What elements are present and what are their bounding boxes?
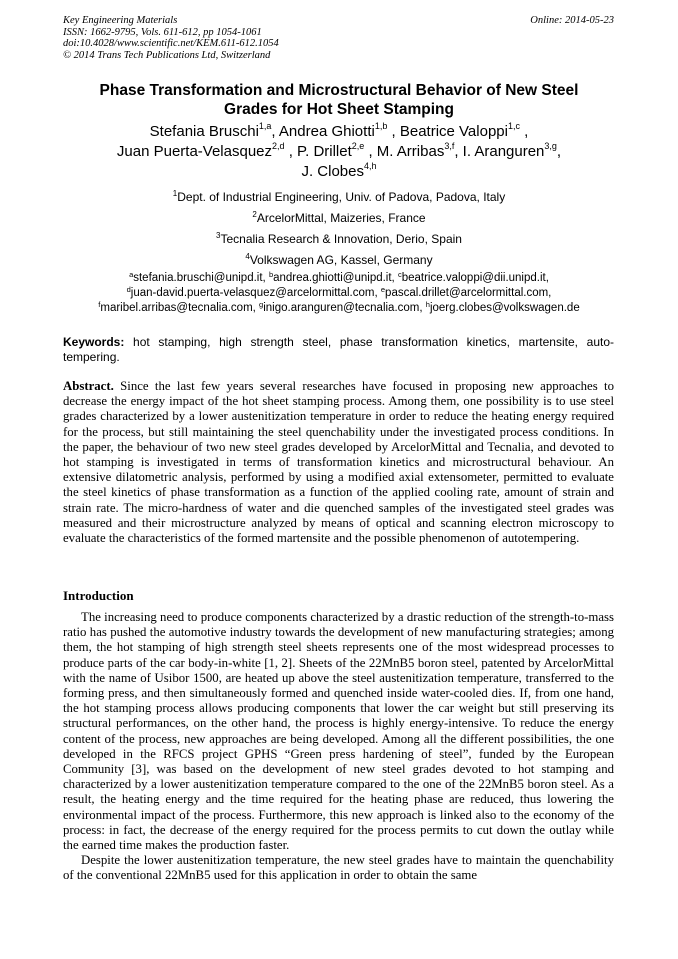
doi-line: doi:10.4028/www.scientific.net/KEM.611-612.1054 [63,38,279,49]
affiliation [60,250,618,271]
affiliation-sup: 3 [216,231,221,240]
issn-line: ISSN: 1662-9795, Vols. 611-612, pp 1054-1061 [63,26,262,38]
email-line-3 [55,301,623,316]
author-name: , I. Aranguren [454,143,545,160]
journal-name: Key Engineering Materials [63,15,178,26]
paper-title [60,81,618,119]
author-sep: , [519,123,529,140]
section-heading: Introduction [63,588,134,603]
author-sup: 2,d [272,141,285,151]
author-name: Juan Puerta-Velasquez [116,143,273,160]
keywords-label: Keywords: [63,335,125,349]
email: maribel.arribas@tecnalia.com, [100,302,256,314]
author-list [60,122,618,182]
affiliation-text: Tecnalia Research & Innovation, Derio, Spain [220,232,462,246]
author-sup: 1,c [507,121,520,131]
author-sup: 2,e [351,141,365,151]
author-sup: 3,g [544,141,557,151]
author-sup: 3,f [444,141,455,151]
email-sup: c [397,270,402,279]
title-line-2: Grades for Hot Sheet Stamping [224,101,454,118]
affiliation-sup: 1 [172,189,178,198]
email: stefania.bruschi@unipd.it, [133,272,266,284]
affiliation [60,208,618,229]
paragraph: Despite the lower austenitization temperature, the new steel grades have to maintain the quenchability of the conventional 22MnB5 used for this application in order to obtain the same [63,853,614,883]
affiliation [60,187,618,208]
introduction-body [63,610,614,884]
author-name: , Andrea Ghiotti [271,123,375,140]
email-sup: f [98,300,101,309]
author-sup: 1,b [374,121,388,131]
author-name: , M. Arribas [364,143,445,160]
email-sup: a [129,270,134,279]
email-sup: e [380,285,386,294]
author-sup: 1,a [258,121,272,131]
abstract [63,379,614,546]
copyright-line: © 2014 Trans Tech Publications Ltd, Switzerland [63,49,271,61]
author-sep: , [556,143,562,160]
abstract-label: Abstract. [63,379,114,393]
email-sup: b [268,270,274,279]
author-line-3 [60,162,618,182]
email-sup: g [259,300,264,309]
author-line-2 [60,142,618,162]
journal-header [63,15,279,61]
email-line-1 [55,271,623,286]
email: inigo.aranguren@tecnalia.com, [263,302,423,314]
affiliation-text: Volkswagen AG, Kassel, Germany [249,253,433,267]
author-line-1 [60,122,618,142]
email: beatrice.valoppi@dii.unipd.it, [401,272,549,284]
author-sup: 4,h [364,161,377,171]
email: pascal.drillet@arcelormittal.com, [385,287,552,299]
title-line-1: Phase Transformation and Microstructural Behavior of New Steel [99,82,579,99]
email: andrea.ghiotti@unipd.it, [273,272,395,284]
email: joerg.clobes@volkswagen.de [429,302,580,314]
affiliation [60,229,618,250]
affiliation-sup: 2 [252,210,257,219]
author-name: Stefania Bruschi [149,123,259,140]
affiliation-text: ArcelorMittal, Maizeries, France [256,211,426,225]
paragraph: The increasing need to produce components characterized by a drastic reduction of the strength-to-mass ratio has pushed the automotive industry towards the development of new manufacturing strategies; among them, the hot stamping of high strength steel sheets represents one of the most widespread processes to produce parts of the car body-in-white [1, 2]. Sheets of the 22MnB5 boron steel, patented by ArcelorMittal with the name of Usibor 1500, are heated up above the steel austenitization temperature, transferred to the forming press, and then simultaneously formed and quenched inside water-cooled dies. If, from one hand, the hot stamping process allows producing components that lower the car weight but still preserving its structural performances, on the other hand, the process is highly energy-intensive. To reduce the energy content of the process, new approaches are being developed. Among all the different possibilities, the one developed in the RFCS project GPHS “Green press hardening of steel”, funded by the European Community [3], was based on the development of new steel grades devoted to hot stamping and characterized by a lower austenitization temperature compared to the one of the 22MnB5 boron steel. As a result, the heating energy and the time required for the heating phase are reduced, thus lowering the environmental impact of the process. Furthermore, this new approach is linked also to the economy of the process: in fact, the decrease of the energy required for the process permits to cut down the outlay while the earned time makes the production faster. [63,610,614,853]
affiliations [60,187,618,271]
author-name: , Beatrice Valoppi [387,123,508,140]
keywords [63,335,614,365]
email-sup: d [126,285,131,294]
affiliation-text: Dept. of Industrial Engineering, Univ. of Padova, Padova, Italy [177,190,506,204]
email-line-2 [55,286,623,301]
author-name: J. Clobes [301,163,364,180]
affiliation-sup: 4 [245,252,250,261]
author-name: , P. Drillet [284,143,352,160]
keywords-text: hot stamping, high strength steel, phase transformation kinetics, martensite, auto-tempering. [63,335,614,364]
online-date: Online: 2014-05-23 [530,15,614,26]
email-list [55,271,623,316]
abstract-text: Since the last few years several researches have focused in proposing new approaches to decrease the energy impact of the hot sheet stamping process. Among them, one possibility is to use steel grades characterized by a lower austenitization temperature in order to reduce the heating energy required for the process, but still maintaining the steel quenchability under the investigated process conditions. In the paper, the behaviour of two new steel grades developed by ArcelorMittal and Tecnalia, and devoted to hot stamping is investigated in terms of transformation kinetics and microstructural behaviour. An extensive dilatometric analysis, performed by using a modified axial extensometer, permitted to evaluate the steel kinetics of phase transformation as a function of the applied cooling rate, amount of strain and strain rate. The micro-hardness of water and die quenched samples of the investigated steel grades was measured and their microstructure analyzed by means of optical and scanning electron microscopy to evaluate the characteristics of the formed martensite and the possible phenomenon of autotempering. [63,379,614,546]
email: juan-david.puerta-velasquez@arcelormittal.com, [130,287,378,299]
email-sup: h [425,300,430,309]
